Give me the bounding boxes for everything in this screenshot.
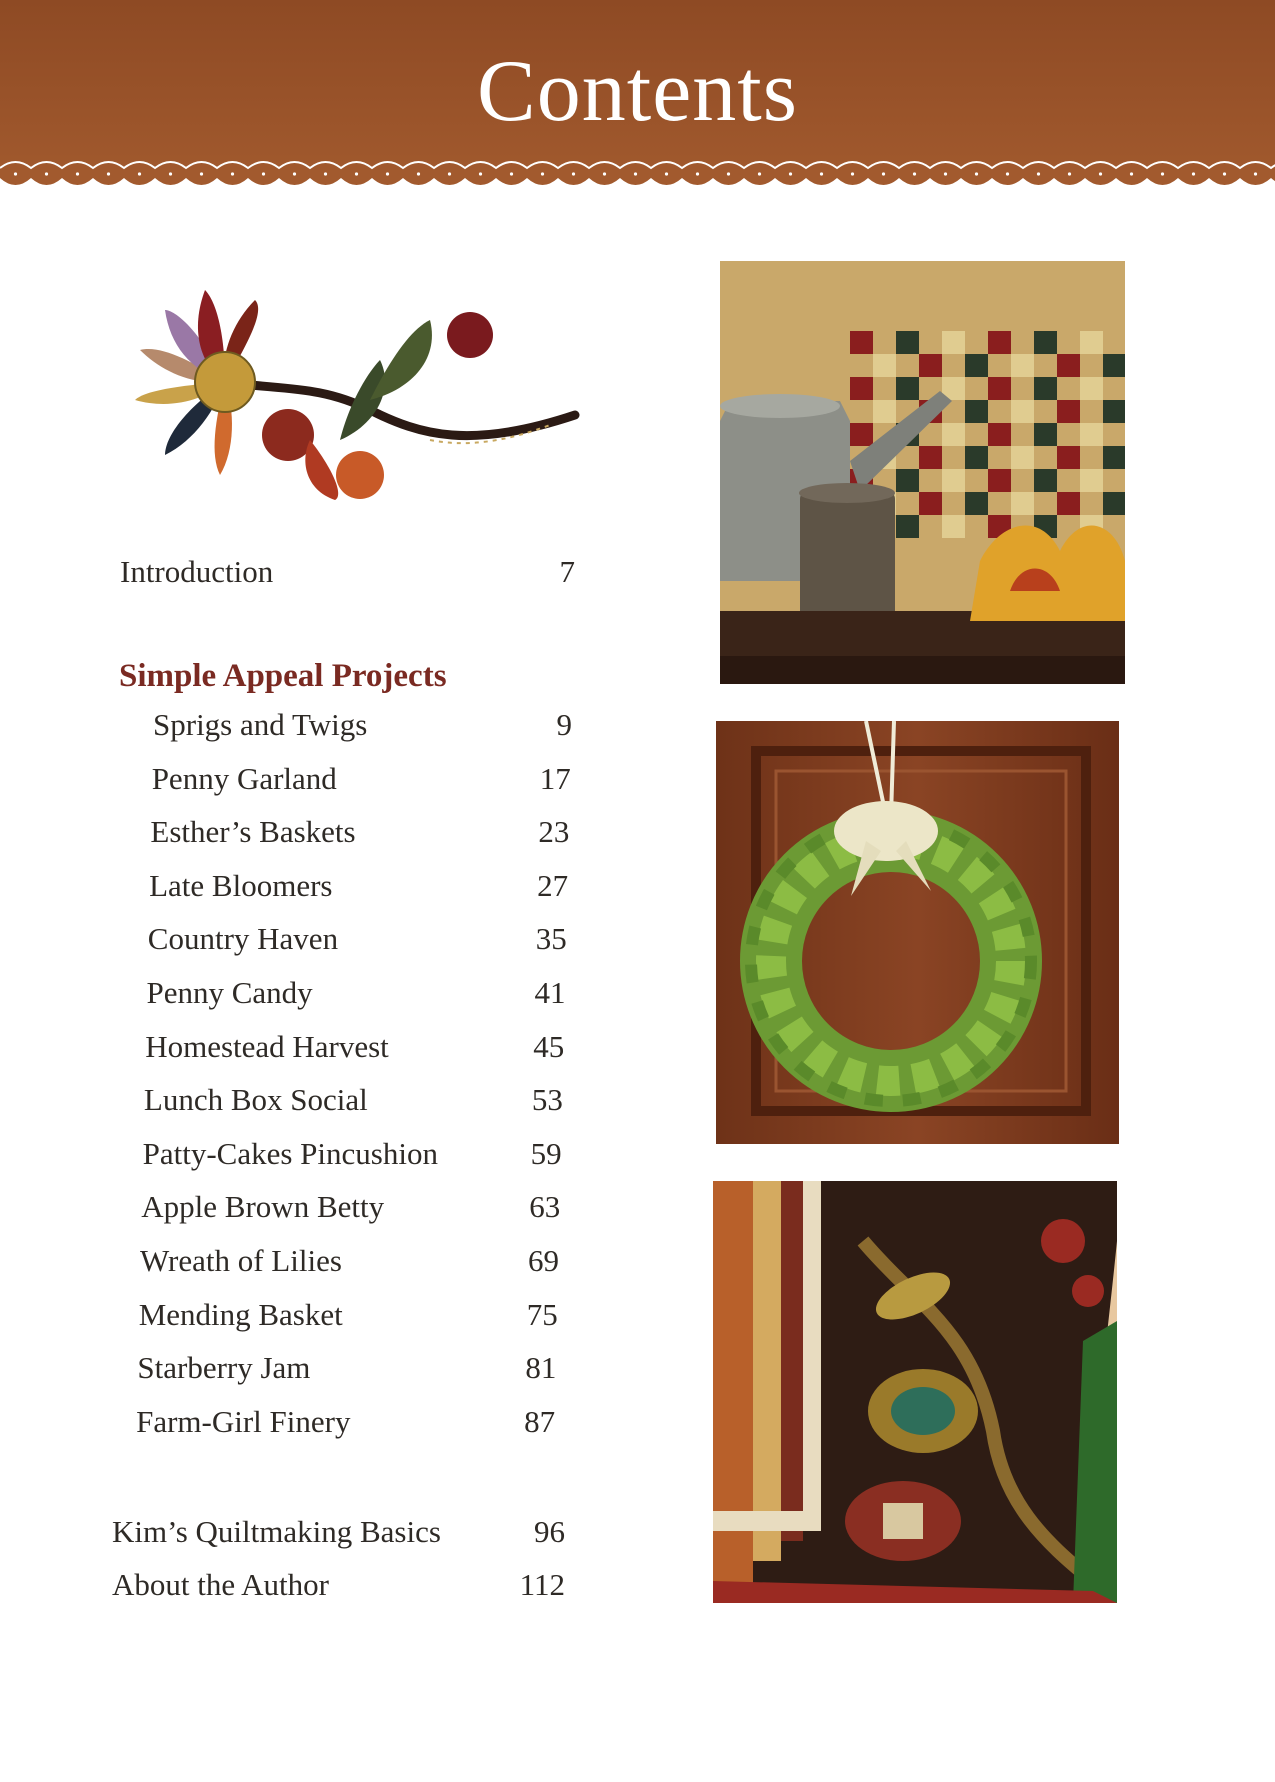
- toc-entry-page: 53: [531, 1082, 563, 1118]
- section-heading: Simple Appeal Projects: [119, 658, 447, 694]
- toc-entry-page: 96: [534, 1514, 565, 1549]
- toc-entry-label: Esther’s Baskets: [150, 814, 356, 850]
- page-title: Contents: [477, 43, 798, 140]
- toc-entry-label: Starberry Jam: [137, 1350, 311, 1386]
- toc-entry-label: Introduction: [120, 554, 274, 589]
- toc-entry-page: 9: [556, 707, 572, 742]
- toc-entry-page: 112: [519, 1567, 565, 1602]
- toc-entry-label: Lunch Box Social: [143, 1082, 368, 1118]
- toc-entry-label: Homestead Harvest: [145, 1028, 389, 1064]
- toc-entry-page: 7: [559, 554, 575, 589]
- toc-entry-page: 41: [534, 975, 566, 1010]
- toc-entry-label: Sprigs and Twigs: [153, 707, 368, 742]
- toc-entry-label: Mending Basket: [138, 1296, 343, 1332]
- toc-entry-label: Farm-Girl Finery: [136, 1403, 351, 1439]
- toc-entry-label: Late Bloomers: [149, 867, 333, 903]
- toc-entry-page: 69: [528, 1243, 559, 1278]
- quilt-with-watering-can-photo: [720, 261, 1125, 684]
- toc-entry-label: Patty-Cakes Pincushion: [142, 1135, 438, 1171]
- toc-entry-page: 17: [539, 760, 571, 796]
- toc-entry-page: 59: [530, 1135, 562, 1171]
- toc-entry-page: 81: [525, 1350, 557, 1386]
- toc-entry-page: 35: [535, 921, 567, 957]
- toc-entry-label: Country Haven: [147, 921, 339, 957]
- toc-entry-page: 23: [538, 814, 570, 850]
- toc-entry-page: 45: [533, 1028, 565, 1064]
- appliqued-quilt-corner-photo: [713, 1181, 1117, 1603]
- toc-entry-page: 63: [529, 1189, 561, 1225]
- toc-entry-label: About the Author: [112, 1567, 329, 1602]
- toc-entry-label: Penny Garland: [151, 760, 337, 796]
- toc-entry-page: 87: [524, 1403, 556, 1439]
- toc-entry-page: 27: [537, 867, 569, 903]
- toc-entry-label: Wreath of Lilies: [140, 1243, 342, 1278]
- toc-entry-label: Kim’s Quiltmaking Basics: [112, 1514, 441, 1549]
- green-wreath-on-door-photo: [716, 721, 1119, 1144]
- toc-entry-label: Apple Brown Betty: [141, 1189, 385, 1225]
- toc-entry-label: Penny Candy: [146, 975, 313, 1010]
- toc-entry-page: 75: [526, 1296, 558, 1332]
